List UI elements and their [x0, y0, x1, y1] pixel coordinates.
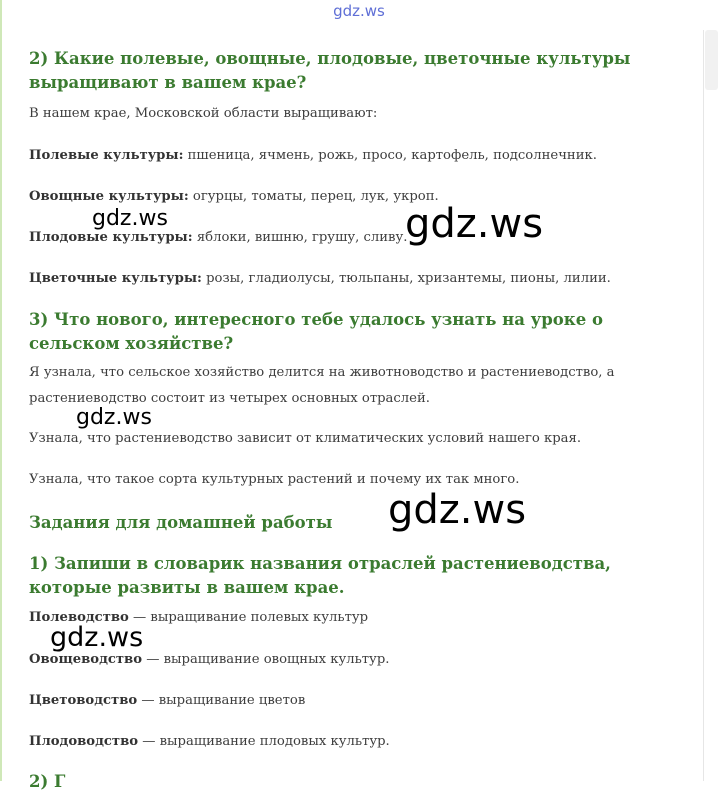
- watermark: gdz.ws: [405, 201, 544, 247]
- watermark: gdz.ws: [92, 206, 168, 231]
- dictionary-term: Цветоводство: [29, 693, 138, 708]
- dictionary-entry: [29, 729, 689, 755]
- answer-text: огурцы, томаты, перец, лук, укроп.: [188, 189, 439, 204]
- question-3-heading: 3) Что нового, интересного тебе удалось узнать на уроке о сельском хозяйстве?: [29, 310, 603, 353]
- answer-text: розы, гладиолусы, тюльпаны, хризантемы, пионы, лилии.: [201, 271, 611, 286]
- answer-term: Овощные культуры:: [29, 189, 189, 204]
- watermark: gdz.ws: [76, 405, 152, 430]
- answer-term: Полевые культуры:: [29, 148, 184, 163]
- answer-text: яблоки, вишню, грушу, сливу.: [192, 230, 408, 245]
- question-3-paragraph: Узнала, что такое сорта культурных растений и почему их так много.: [29, 472, 520, 487]
- dictionary-definition: — выращивание плодовых культур.: [138, 734, 390, 749]
- right-border: [703, 30, 704, 781]
- homework-task-2-heading-cut: 2) Г: [29, 772, 66, 791]
- answer-text: пшеница, ячмень, рожь, просо, картофель, подсолнечник.: [183, 148, 597, 163]
- answer-term: Плодовые культуры:: [29, 230, 193, 245]
- answer-term: Цветочные культуры:: [29, 271, 202, 286]
- dictionary-definition: — выращивание цветов: [137, 693, 306, 708]
- homework-task-1-heading: 1) Запиши в словарик названия отраслей растениеводства, которые развиты в вашем крае.: [29, 554, 611, 597]
- watermark: gdz.ws: [50, 622, 144, 653]
- question-3-paragraph: Я узнала, что сельское хозяйство делится на животноводство и растениеводство, а растениеводство состоит из четырех основных отраслей.: [29, 365, 615, 406]
- watermark: gdz.ws: [388, 487, 527, 533]
- dictionary-term: Плодоводство: [29, 734, 139, 749]
- site-mark: gdz.ws: [333, 2, 385, 20]
- question-3-paragraph: Узнала, что растениеводство зависит от климатических условий нашего края.: [29, 431, 582, 446]
- answer-flower-crops: [29, 266, 689, 292]
- question-2-intro: В нашем крае, Московской области выращивают:: [29, 106, 378, 121]
- dictionary-term: Полеводство: [29, 610, 129, 625]
- left-border: [0, 0, 2, 781]
- dictionary-entry: [29, 688, 689, 714]
- answer-field-crops: [29, 143, 689, 169]
- homework-heading: Задания для домашней работы: [29, 513, 333, 532]
- question-2-heading: 2) Какие полевые, овощные, плодовые, цветочные культуры выращивают в вашем крае?: [29, 49, 631, 92]
- dictionary-definition: — выращивание полевых культур: [128, 610, 369, 625]
- dictionary-term: Овощеводство: [29, 652, 143, 667]
- scrollbar-thumb[interactable]: [705, 30, 718, 90]
- dictionary-definition: — выращивание овощных культур.: [142, 652, 390, 667]
